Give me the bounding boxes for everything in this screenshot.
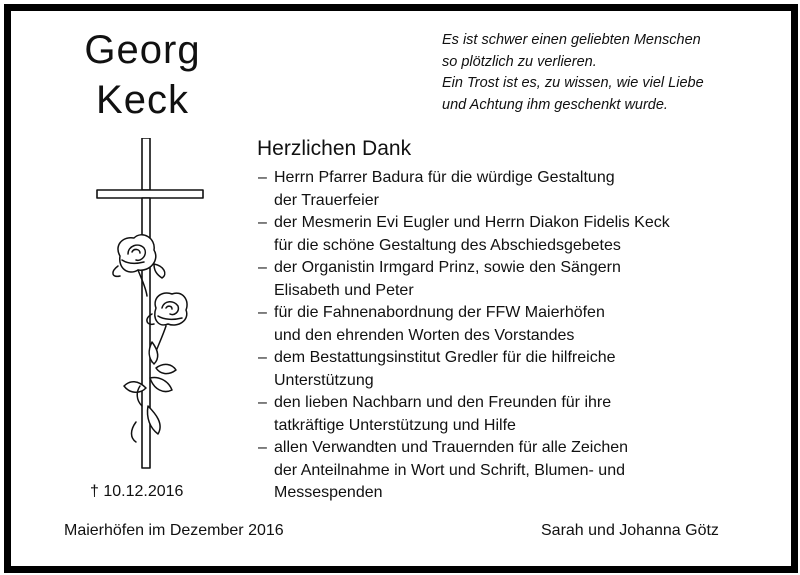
list-item-line: der Organistin Irmgard Prinz, sowie den Sängern: [274, 259, 621, 276]
death-date: † 10.12.2016: [90, 483, 184, 500]
list-item: [258, 257, 758, 302]
list-item-line: der Trauerfeier: [274, 191, 379, 209]
list-item-line: Messespenden: [274, 484, 383, 501]
thanks-heading: Herzlichen Dank: [257, 137, 412, 160]
dash-bullet: –: [258, 214, 267, 231]
list-item-line: Unterstützung: [274, 371, 374, 389]
list-item: [258, 347, 758, 392]
quote-line: Es ist schwer einen geliebten Menschen: [442, 32, 701, 48]
list-item: [258, 302, 758, 347]
thanks-list: [258, 167, 758, 505]
dash-bullet: –: [258, 304, 267, 321]
dash-bullet: –: [258, 394, 267, 411]
quote-line: so plötzlich zu verlieren.: [442, 53, 597, 70]
list-item-line: allen Verwandten und Trauernden für alle Zeichen: [274, 439, 629, 456]
memorial-quote: [442, 30, 772, 116]
quote-line: und Achtung ihm geschenkt wurde.: [442, 96, 668, 113]
quote-line: Ein Trost ist es, zu wissen, wie viel Liebe: [442, 75, 704, 91]
signature: Sarah und Johanna Götz: [541, 522, 719, 539]
dash-bullet: –: [258, 259, 267, 276]
dash-bullet: –: [258, 169, 267, 186]
list-item-line: Elisabeth und Peter: [274, 281, 414, 299]
list-item: [258, 437, 758, 505]
list-item: [258, 392, 758, 437]
dash-bullet: –: [258, 439, 267, 456]
list-item: [258, 212, 758, 257]
list-item-line: der Mesmerin Evi Eugler und Herrn Diakon Fidelis Keck: [274, 214, 670, 231]
deceased-first-name: Georg: [84, 28, 201, 72]
dash-bullet: –: [258, 349, 267, 366]
place-date: Maierhöfen im Dezember 2016: [64, 522, 284, 539]
list-item-line: Herrn Pfarrer Badura für die würdige Gestaltung: [274, 169, 615, 186]
list-item-line: für die Fahnenabordnung der FFW Maierhöfen: [274, 304, 605, 321]
cross-with-roses-icon: [92, 138, 212, 473]
list-item: [258, 167, 758, 212]
list-item-line: dem Bestattungsinstitut Gredler für die hilfreiche: [274, 349, 616, 366]
list-item-line: den lieben Nachbarn und den Freunden für ihre: [274, 394, 612, 411]
deceased-last-name: Keck: [96, 78, 189, 122]
list-item-line: und den ehrenden Worten des Vorstandes: [274, 326, 575, 344]
list-item-line: tatkräftige Unterstützung und Hilfe: [274, 416, 516, 434]
list-item-line: für die schöne Gestaltung des Abschiedsgebetes: [274, 236, 621, 254]
list-item-line: der Anteilnahme in Wort und Schrift, Blumen- und: [274, 461, 625, 479]
